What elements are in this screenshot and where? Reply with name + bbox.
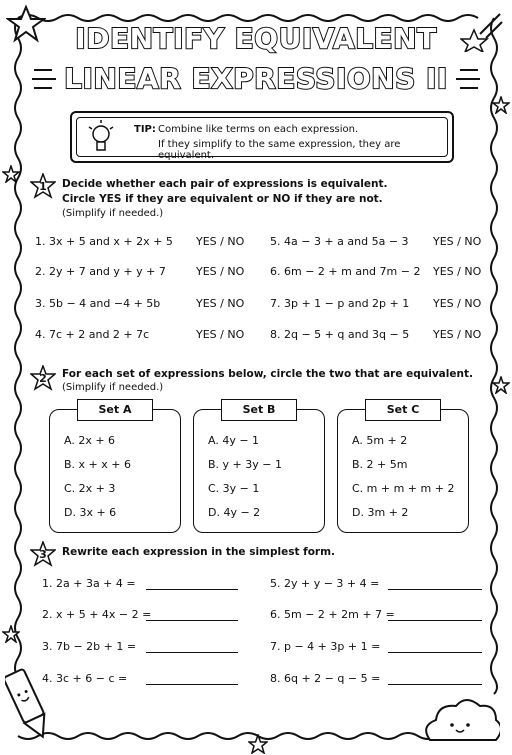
s3-question-5: 5. 2y + y − 3 + 4 = — [270, 577, 380, 590]
cloud-icon — [420, 695, 500, 745]
yes-no-choice-7[interactable]: YES / NO — [433, 297, 482, 310]
yes-no-choice-2[interactable]: YES / NO — [196, 265, 245, 278]
lightbulb-icon — [86, 119, 116, 155]
s1-question-1: 1. 3x + 5 and x + 2x + 5 — [35, 235, 173, 248]
section-1-instruction-2: Circle YES if they are equivalent or NO if they are not. — [62, 193, 383, 205]
tip-label: TIP: — [134, 124, 156, 135]
title-dash-right-icon — [452, 64, 482, 94]
set-c-option-c[interactable]: C. m + m + m + 2 — [352, 482, 455, 495]
yes-no-choice-1[interactable]: YES / NO — [196, 235, 245, 248]
section-2-number: 2 — [39, 372, 47, 385]
section-1-instruction-3: (Simplify if needed.) — [62, 208, 164, 219]
answer-line-1[interactable] — [146, 589, 238, 590]
set-c-box — [337, 403, 469, 533]
s1-question-4: 4. 7c + 2 and 2 + 7c — [35, 328, 150, 341]
set-b-title: Set B — [221, 399, 297, 421]
answer-line-8[interactable] — [388, 684, 482, 685]
section-2-instruction-2: (Simplify if needed.) — [62, 382, 164, 393]
tip-line2: If they simplify to the same expression, they are equivalent. — [158, 139, 401, 161]
section-3-number: 3 — [39, 548, 47, 561]
s1-question-6: 6. 6m − 2 + m and 7m − 2 — [270, 265, 421, 278]
answer-line-2[interactable] — [146, 620, 238, 621]
answer-line-6[interactable] — [388, 620, 482, 621]
s3-question-8: 8. 6q + 2 − q − 5 = — [270, 672, 381, 685]
s3-question-7: 7. p − 4 + 3p + 1 = — [270, 640, 381, 653]
star-icon — [492, 96, 510, 114]
set-a-option-c[interactable]: C. 2x + 3 — [64, 482, 116, 495]
title-dash-left-icon — [30, 64, 60, 94]
page-title-line2: LINEAR EXPRESSIONS II — [64, 62, 448, 95]
s1-question-3: 3. 5b − 4 and −4 + 5b — [35, 297, 161, 310]
tip-line1: Combine like terms on each expression. — [158, 124, 359, 135]
yes-no-choice-4[interactable]: YES / NO — [196, 328, 245, 341]
s3-question-3: 3. 7b − 2b + 1 = — [42, 640, 137, 653]
set-a-title: Set A — [77, 399, 153, 421]
tip-box — [70, 111, 454, 163]
set-b-option-c[interactable]: C. 3y − 1 — [208, 482, 260, 495]
answer-line-4[interactable] — [146, 684, 238, 685]
set-c-title: Set C — [365, 399, 441, 421]
section-1-number: 1 — [39, 180, 47, 193]
set-c-option-a[interactable]: A. 5m + 2 — [352, 434, 408, 447]
star-icon — [248, 734, 268, 754]
set-b-option-a[interactable]: A. 4y − 1 — [208, 434, 260, 447]
star-icon — [492, 376, 510, 394]
set-a-option-a[interactable]: A. 2x + 6 — [64, 434, 116, 447]
set-a-option-d[interactable]: D. 3x + 6 — [64, 506, 117, 519]
set-b-option-d[interactable]: D. 4y − 2 — [208, 506, 261, 519]
s3-question-4: 4. 3c + 6 − c = — [42, 672, 128, 685]
s1-question-8: 8. 2q − 5 + q and 3q − 5 — [270, 328, 410, 341]
yes-no-choice-5[interactable]: YES / NO — [433, 235, 482, 248]
s3-question-1: 1. 2a + 3a + 4 = — [42, 577, 136, 590]
set-c-option-b[interactable]: B. 2 + 5m — [352, 458, 408, 471]
set-a-option-b[interactable]: B. x + x + 6 — [64, 458, 131, 471]
s1-question-7: 7. 3p + 1 − p and 2p + 1 — [270, 297, 410, 310]
page-title-line1: IDENTIFY EQUIVALENT — [75, 22, 437, 55]
set-b-option-b[interactable]: B. y + 3y − 1 — [208, 458, 282, 471]
star-icon — [2, 165, 20, 183]
star-icon — [2, 625, 20, 643]
s1-question-2: 2. 2y + 7 and y + y + 7 — [35, 265, 166, 278]
yes-no-choice-6[interactable]: YES / NO — [433, 265, 482, 278]
s3-question-6: 6. 5m − 2 + 2m + 7 = — [270, 608, 395, 621]
s3-question-2: 2. x + 5 + 4x − 2 = — [42, 608, 152, 621]
yes-no-choice-3[interactable]: YES / NO — [196, 297, 245, 310]
yes-no-choice-8[interactable]: YES / NO — [433, 328, 482, 341]
answer-line-7[interactable] — [388, 652, 482, 653]
set-a-box — [49, 403, 181, 533]
section-3-instruction: Rewrite each expression in the simplest form. — [62, 546, 336, 558]
set-b-box — [193, 403, 325, 533]
s1-question-5: 5. 4a − 3 + a and 5a − 3 — [270, 235, 409, 248]
answer-line-3[interactable] — [146, 652, 238, 653]
section-1-instruction-1: Decide whether each pair of expressions is equivalent. — [62, 178, 388, 190]
answer-line-5[interactable] — [388, 589, 482, 590]
section-2-instruction-1: For each set of expressions below, circle the two that are equivalent. — [62, 368, 473, 380]
set-c-option-d[interactable]: D. 3m + 2 — [352, 506, 409, 519]
